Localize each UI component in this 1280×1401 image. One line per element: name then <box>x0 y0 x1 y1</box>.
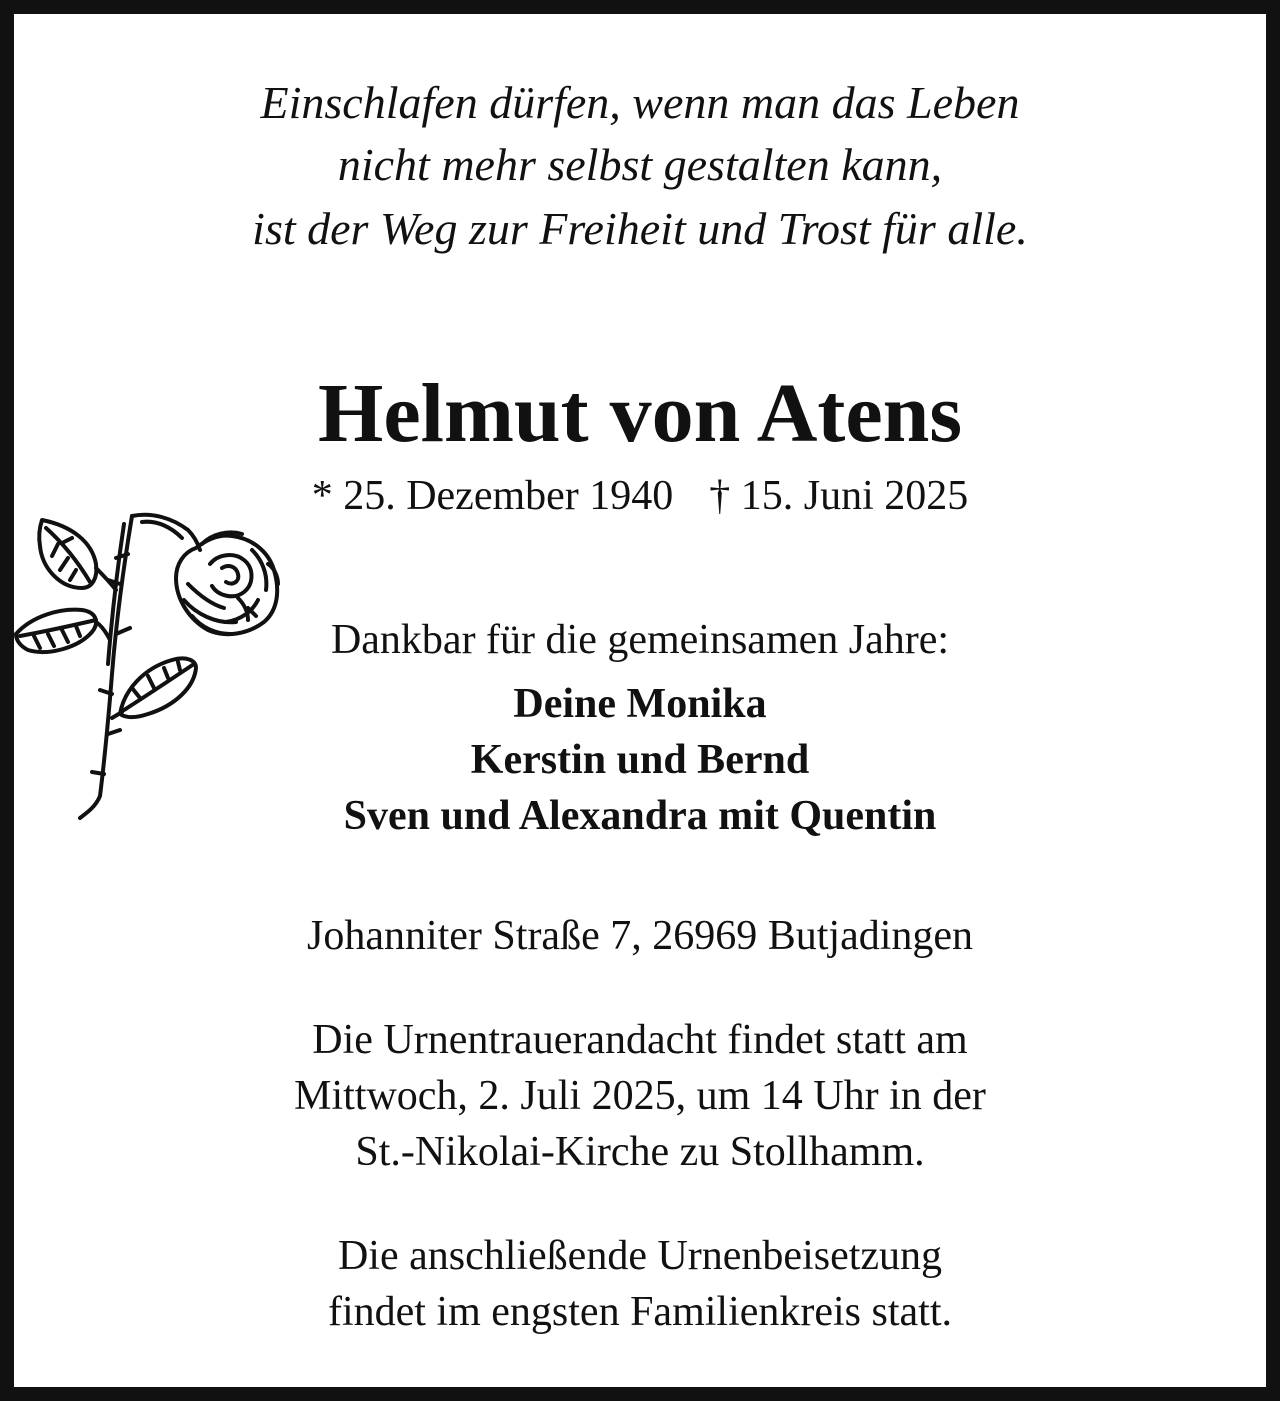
motto-line-2: nicht mehr selbst gestalten kann, <box>337 139 943 190</box>
address: Johanniter Straße 7, 26969 Butjadingen <box>306 913 974 959</box>
deceased-name: Helmut von Atens <box>317 367 963 460</box>
thanks-intro: Dankbar für die gemeinsamen Jahre: <box>330 617 950 663</box>
family-line-3: Sven und Alexandra mit Quentin <box>343 793 937 839</box>
family-line-2: Kerstin und Bernd <box>470 737 810 783</box>
motto-line-1: Einschlafen dürfen, wenn man das Leben <box>260 77 1020 128</box>
birth-date: * 25. Dezember 1940 <box>311 473 674 519</box>
death-date: † 15. Juni 2025 <box>709 473 969 519</box>
family-line-1: Deine Monika <box>513 681 767 727</box>
service-line-2: Mittwoch, 2. Juli 2025, um 14 Uhr in der <box>294 1073 986 1119</box>
service-line-3: St.-Nikolai-Kirche zu Stollhamm. <box>355 1129 925 1175</box>
motto-line-3: ist der Weg zur Freiheit und Trost für alle. <box>252 203 1028 254</box>
service-line-1: Die Urnentrauerandacht findet statt am <box>312 1017 968 1063</box>
burial-line-1: Die anschließende Urnenbeisetzung <box>337 1233 943 1279</box>
burial-line-2: findet im engsten Familienkreis statt. <box>327 1289 953 1335</box>
